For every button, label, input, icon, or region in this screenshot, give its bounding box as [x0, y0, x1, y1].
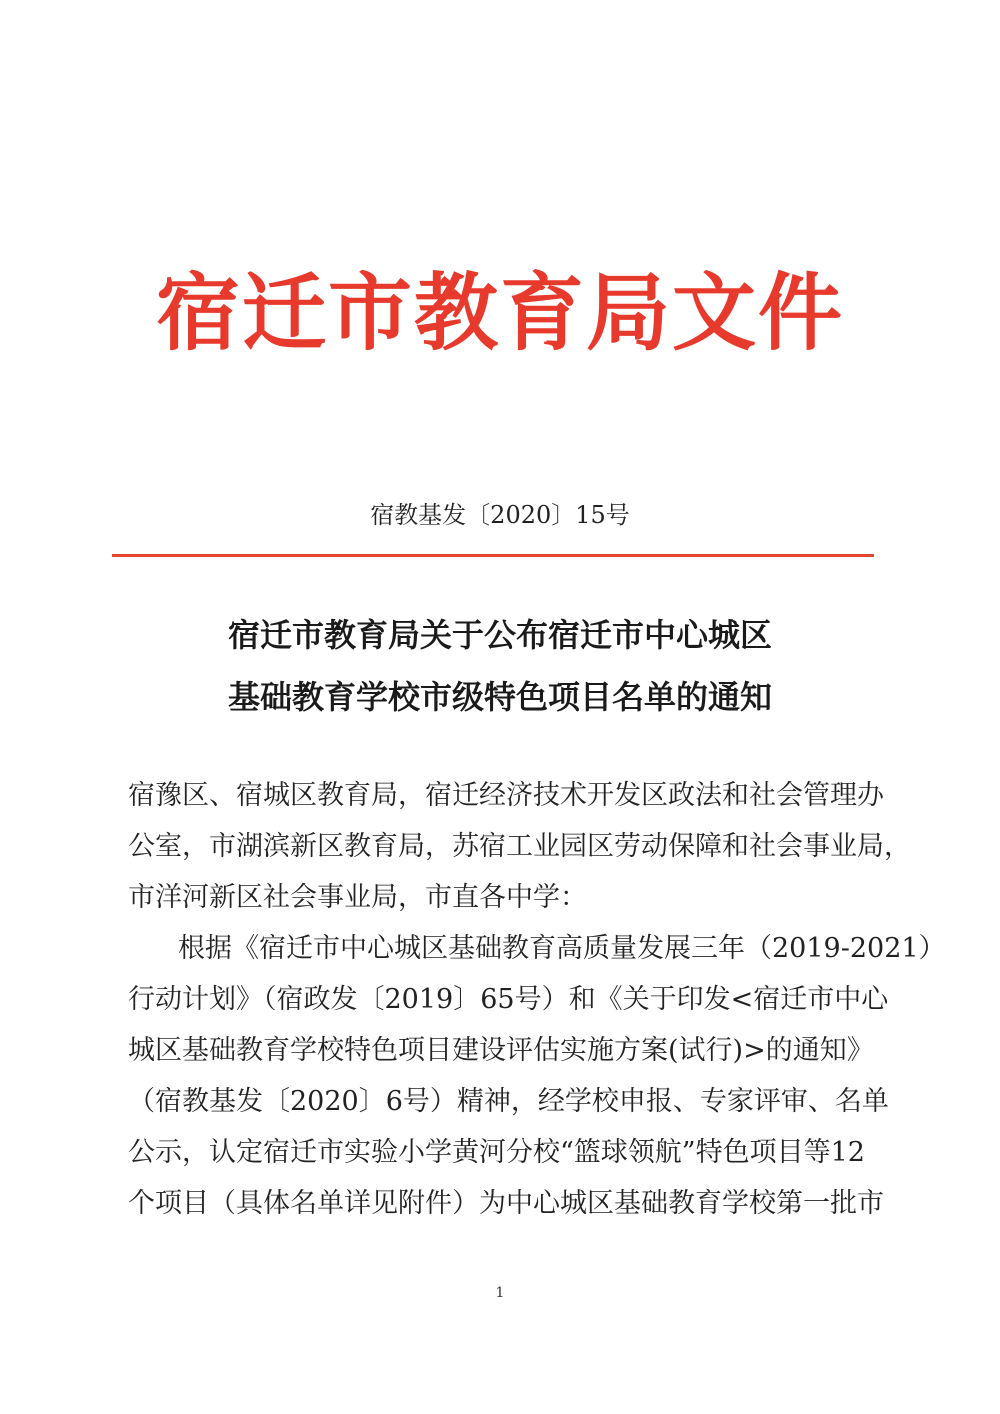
document-number: 宿教基发〔2020〕15号	[370, 501, 630, 529]
body-line: 公室，市湖滨新区教育局，苏宿工业园区劳动保障和社会事业局，	[128, 831, 911, 862]
document-header-title: 宿迁市教育局文件	[155, 263, 844, 362]
body-line: 个项目（具体名单详见附件）为中心城区基础教育学校第一批市	[128, 1188, 884, 1219]
red-divider-line	[112, 554, 874, 557]
notice-body	[128, 770, 946, 1229]
body-line: 城区基础教育学校特色项目建设评估实施方案(试行)>的通知》	[128, 1035, 874, 1066]
body-line: 行动计划》（宿政发〔2019〕65号）和《关于印发<宿迁市中心	[128, 984, 889, 1015]
body-line: （宿教基发〔2020〕6号）精神，经学校申报、专家评审、名单	[128, 1086, 889, 1117]
page-number: 1	[495, 1285, 505, 1301]
body-line: 公示，认定宿迁市实验小学黄河分校“篮球领航”特色项目等12	[128, 1137, 865, 1168]
notice-title-line-1: 宿迁市教育局关于公布宿迁市中心城区	[227, 616, 772, 654]
body-line: 宿豫区、宿城区教育局，宿迁经济技术开发区政法和社会管理办	[128, 780, 884, 811]
notice-title	[0, 604, 1000, 728]
body-line: 根据《宿迁市中心城区基础教育高质量发展三年（2019-2021）	[178, 933, 946, 964]
body-line: 市洋河新区社会事业局，市直各中学：	[128, 882, 587, 913]
notice-title-line-2: 基础教育学校市级特色项目名单的通知	[227, 678, 772, 716]
